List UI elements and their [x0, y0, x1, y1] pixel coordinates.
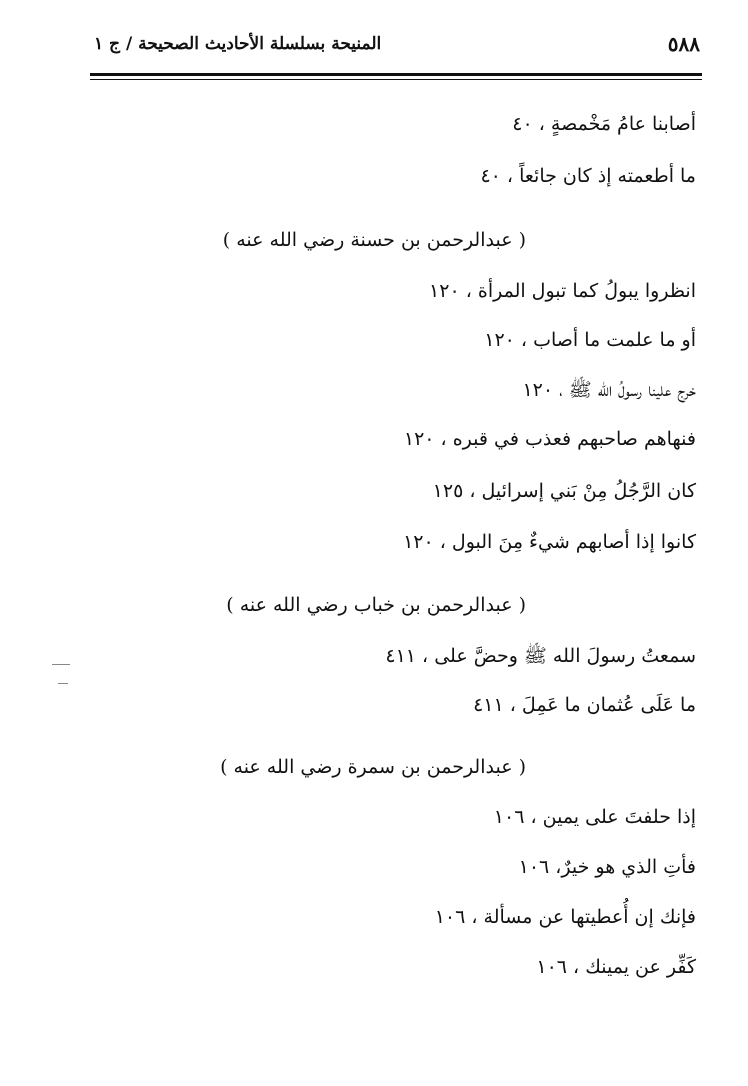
index-entry: كان الرَّجُلُ مِنْ بَني إسرائيل ، ١٢٥ — [432, 480, 696, 502]
margin-mark — [58, 683, 68, 684]
index-entry: أصابنا عامُ مَخْمصةٍ ، ٤٠ — [512, 113, 696, 135]
index-entry: انظروا يبولُ كما تبول المرأة ، ١٢٠ — [429, 280, 696, 302]
index-entry: فإنك إن أُعطيتها عن مسألة ، ١٠٦ — [434, 906, 696, 928]
index-entry: إذا حلفتَ على يمين ، ١٠٦ — [493, 806, 696, 828]
index-entry: أو ما علمت ما أصاب ، ١٢٠ — [484, 329, 696, 351]
running-title: المنيحة بسلسلة الأحاديث الصحيحة / ج ١ — [94, 34, 382, 54]
index-entry: فأتِ الذي هو خيرٌ، ١٠٦ — [518, 856, 696, 878]
narrator-heading: ( عبدالرحمن بن سمرة رضي الله عنه ) — [220, 756, 526, 778]
margin-mark — [52, 664, 70, 665]
header-rule-thin — [90, 79, 702, 80]
header-rule-thick — [90, 73, 702, 76]
index-entry: خرج علينا رسولُ الله ﷺ ، ١٢٠ — [522, 379, 696, 401]
narrator-heading: ( عبدالرحمن بن خباب رضي الله عنه ) — [226, 594, 526, 616]
narrator-heading: ( عبدالرحمن بن حسنة رضي الله عنه ) — [222, 229, 526, 251]
index-entry: ما عَلَى عُثمان ما عَمِلَ ، ٤١١ — [473, 694, 696, 716]
index-entry: فنهاهم صاحبهم فعذب في قبره ، ١٢٠ — [403, 428, 696, 450]
page-number: ٥٨٨ — [667, 32, 700, 56]
index-entry: كانوا إذا أصابهم شيءٌ مِنَ البول ، ١٢٠ — [403, 531, 696, 553]
index-entry: كَفِّر عن يمينك ، ١٠٦ — [536, 956, 696, 978]
page-header — [88, 30, 700, 70]
index-entry: ما أطعمته إذ كان جائعاً ، ٤٠ — [480, 165, 696, 187]
index-entry: سمعتُ رسولَ الله ﷺ وحضَّ على ، ٤١١ — [385, 645, 696, 667]
